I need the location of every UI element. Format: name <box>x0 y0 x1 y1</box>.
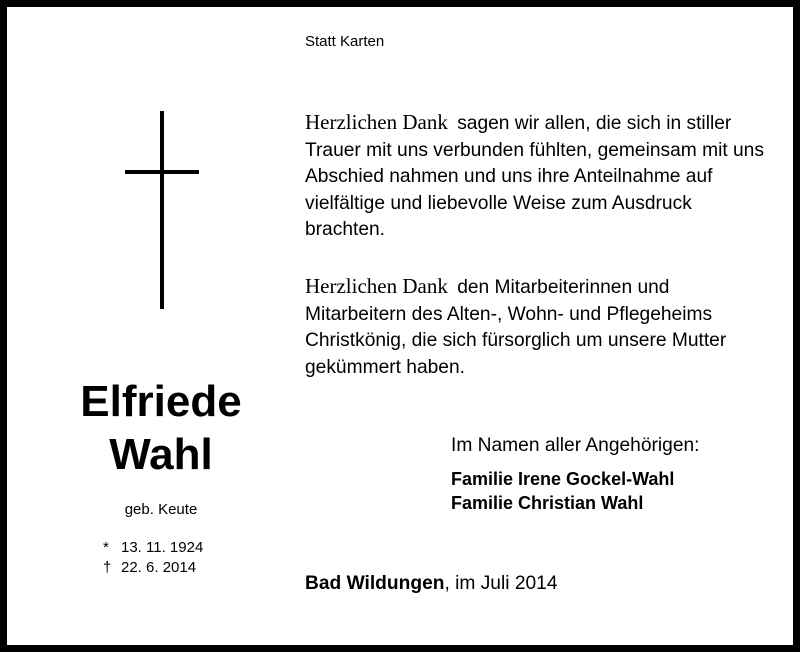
birth-name: geb. Keute <box>124 501 198 518</box>
deceased-last-name: Wahl <box>109 430 213 479</box>
date-text: , im Juli 2014 <box>444 573 558 594</box>
header-note: Statt Karten <box>305 33 385 50</box>
thanks-paragraph-1 <box>305 109 775 244</box>
place-date-line <box>305 573 558 595</box>
death-line <box>103 558 203 578</box>
family-name: Familie Christian Wahl <box>451 493 644 513</box>
thanks-lead-1: Herzlichen Dank <box>305 110 448 134</box>
thanks-paragraph-2 <box>305 273 775 381</box>
thanks-lead-2: Herzlichen Dank <box>305 274 448 298</box>
life-dates <box>103 538 203 578</box>
death-date: 22. 6. 2014 <box>121 559 197 576</box>
cross-icon <box>125 111 199 309</box>
closing-line: Im Namen aller Angehörigen: <box>451 435 700 456</box>
thanks-text-2: den Mitarbeiterinnen und Mitarbeitern des Alten-, Wohn- und Pflegeheims Christkönig, die sich fürsorglich um unsere Mutter gekümmert haben. <box>305 277 727 378</box>
birth-line <box>103 538 203 558</box>
deceased-first-name: Elfriede <box>80 377 242 426</box>
thanks-text-1: sagen wir allen, die sich in stiller Trauer mit uns verbunden fühlten, gemeinsam mit uns Abschied nahmen und uns ihre Anteilnahme auf vielfältige und liebevolle Weise zum Ausdruck brachten. <box>305 113 764 240</box>
place-name: Bad Wildungen <box>305 573 445 594</box>
family-name: Familie Irene Gockel-Wahl <box>451 469 675 489</box>
birth-symbol: * <box>103 539 109 556</box>
birth-date: 13. 11. 1924 <box>121 539 204 556</box>
death-symbol: † <box>103 559 112 576</box>
